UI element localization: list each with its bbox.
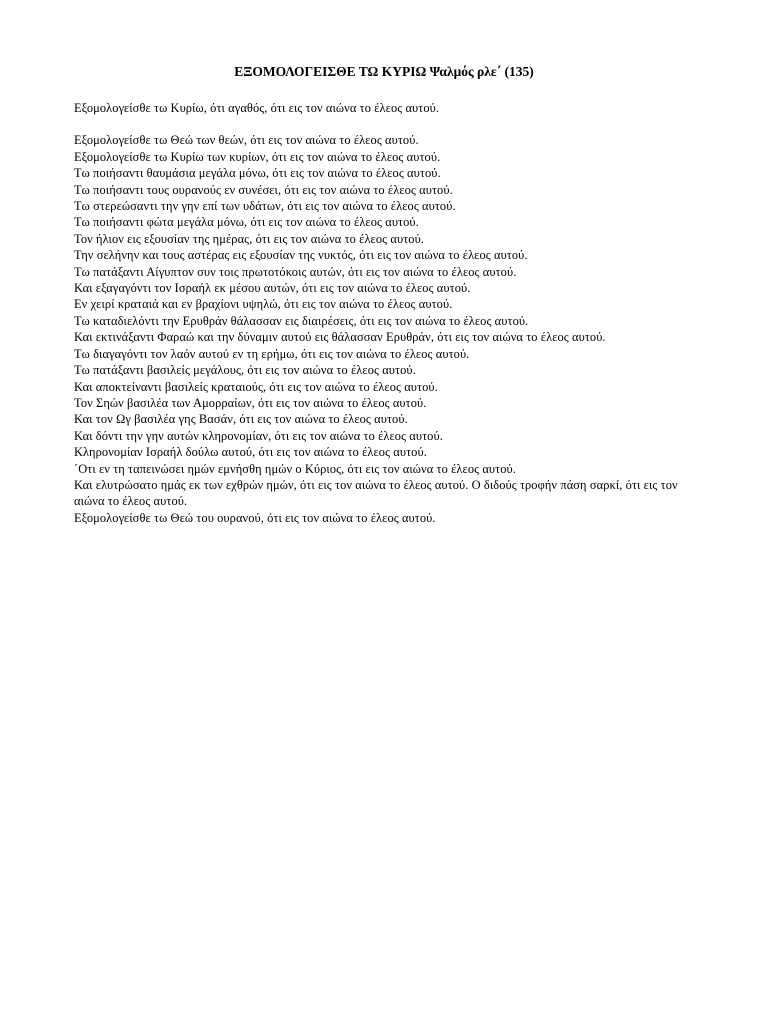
verse-line: Και εκτινάξαντι Φαραώ και την δύναμιν αυτού εις θάλασσαν Ερυθράν, ότι εις τον αιώνα το έλεος αυτού. xyxy=(74,330,606,345)
intro-verse: Εξομολογείσθε τω Κυρίω, ότι αγαθός, ότι εις τον αιώνα το έλεος αυτού. xyxy=(74,101,440,115)
verse-line: Τω πατάξαντι βασιλείς μεγάλους, ότι εις τον αιώνα το έλεος αυτού. xyxy=(74,363,416,378)
verse-line: Εν χειρί κραταιά και εν βραχίονι υψηλώ, ότι εις τον αιώνα το έλεος αυτού. xyxy=(74,297,453,312)
verse-line: Και ελυτρώσατο ημάς εκ των εχθρών ημών, ότι εις τον αιώνα το έλεος αυτού. Ο διδούς τροφήν πάση σαρκί, ότι εις τον αιώνα το έλεος αυτού. xyxy=(74,477,678,509)
verse-line: Τω ποιήσαντι τους ουρανούς εν συνέσει, ότι εις τον αιώνα το έλεος αυτού. xyxy=(74,182,453,197)
verse-line: Τω ποιήσαντι φώτα μεγάλα μόνω, ότι εις τον αιώνα το έλεος αυτού. xyxy=(74,215,419,230)
verse-line: Και τον Ωγ βασιλέα γης Βασάν, ότι εις τον αιώνα το έλεος αυτού. xyxy=(74,412,408,427)
verse-line: Τω ποιήσαντι θαυμάσια μεγάλα μόνω, ότι εις τον αιώνα το έλεος αυτού. xyxy=(74,166,441,181)
verse-line: Εξομολογείσθε τω Κυρίω των κυρίων, ότι εις τον αιώνα το έλεος αυτού. xyxy=(74,149,441,164)
verse-line: Εξομολογείσθε τω Θεώ των θεών, ότι εις τον αιώνα το έλεος αυτού. xyxy=(74,133,419,148)
verse-line: Και δόντι την γην αυτών κληρονομίαν, ότι εις τον αιώνα το έλεος αυτού. xyxy=(74,428,443,443)
page-title: ΕΞΟΜΟΛΟΓΕΙΣΘΕ ΤΩ ΚΥΡΙΩ Ψαλμός ρλε΄ (135) xyxy=(234,64,534,79)
verse-line: Και αποκτείναντι βασιλείς κραταιούς, ότι εις τον αιώνα το έλεος αυτού. xyxy=(74,379,438,394)
verse-line: Τω καταδιελόντι την Ερυθράν θάλασσαν εις διαιρέσεις, ότι εις τον αιώνα το έλεος αυτού. xyxy=(74,313,529,328)
psalm-body xyxy=(74,100,694,526)
verse-line: Τω στερεώσαντι την γην επί των υδάτων, ότι εις τον αιώνα το έλεος αυτού. xyxy=(74,199,456,214)
verse-line: Εξομολογείσθε τω Θεώ του ουρανού, ότι εις τον αιώνα το έλεος αυτού. xyxy=(74,510,436,525)
verse-line: Τον Σηών βασιλέα των Αμορραίων, ότι εις τον αιώνα το έλεος αυτού. xyxy=(74,395,427,410)
verse-line: Τω πατάξαντι Αίγυπτον συν τοις πρωτοτόκοις αυτών, ότι εις τον αιώνα το έλεος αυτού. xyxy=(74,264,517,279)
verse-line: Τω διαγαγόντι τον λαόν αυτού εν τη ερήμω, ότι εις τον αιώνα το έλεος αυτού. xyxy=(74,346,470,361)
paragraph-spacer xyxy=(74,116,694,132)
verse-line: Τον ήλιον εις εξουσίαν της ημέρας, ότι εις τον αιώνα το έλεος αυτού. xyxy=(74,231,424,246)
verse-line: Κληρονομίαν Ισραήλ δούλω αυτού, ότι εις τον αιώνα το έλεος αυτού. xyxy=(74,445,427,460)
verse-line: Την σελήνην και τους αστέρας εις εξουσίαν της νυκτός, ότι εις τον αιώνα το έλεος αυτού. xyxy=(74,248,528,263)
verse-line: Και εξαγαγόντι τον Ισραήλ εκ μέσου αυτών, ότι εις τον αιώνα το έλεος αυτού. xyxy=(74,281,471,296)
verse-line: ΄Οτι εν τη ταπεινώσει ημών εμνήσθη ημών ο Κύριος, ότι εις τον αιώνα το έλεος αυτού. xyxy=(74,461,516,476)
